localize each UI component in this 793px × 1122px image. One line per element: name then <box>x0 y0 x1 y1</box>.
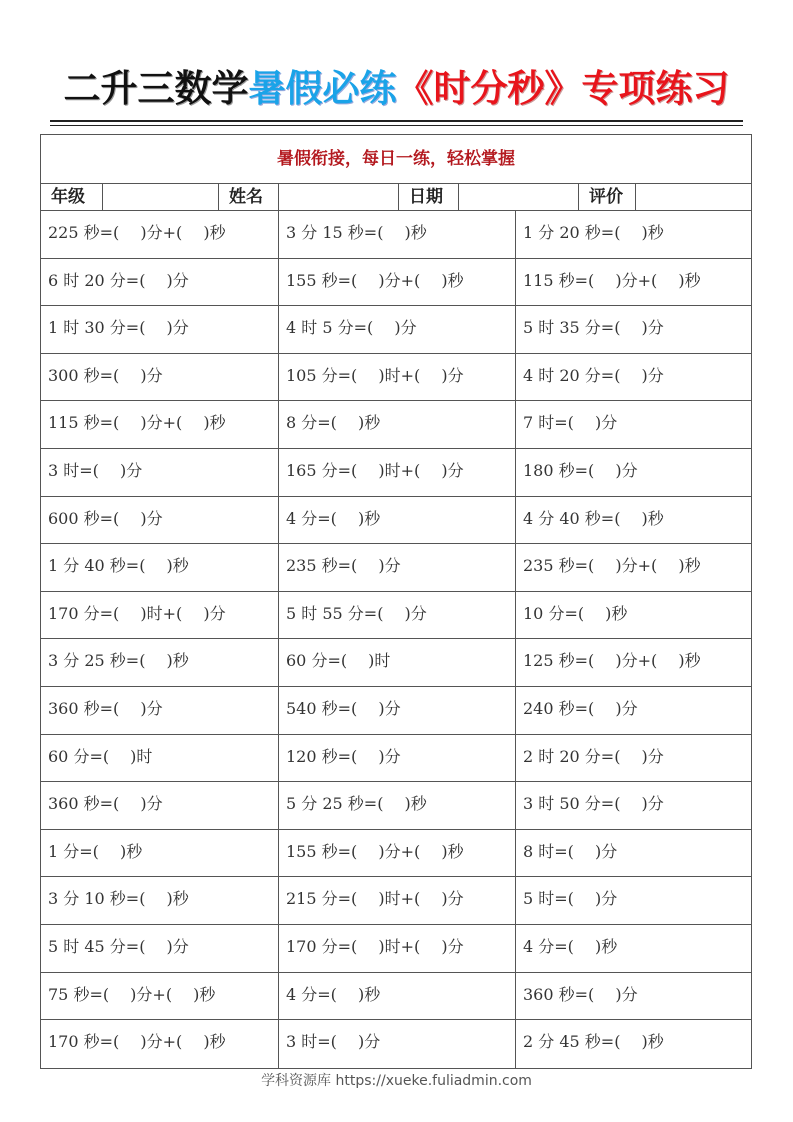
title-part-topic: 《时分秒》 <box>396 67 582 110</box>
rating-blank[interactable] <box>636 184 751 210</box>
problem-cell[interactable]: 3 分 10 秒=( )秒 <box>41 877 279 925</box>
problem-cell[interactable]: 5 时 35 分=( )分 <box>516 306 751 354</box>
problem-cell[interactable]: 3 分 15 秒=( )秒 <box>279 211 516 259</box>
date-label: 日期 <box>399 184 459 210</box>
problem-cell[interactable]: 170 秒=( )分+( )秒 <box>41 1020 279 1068</box>
problem-cell[interactable]: 6 时 20 分=( )分 <box>41 259 279 307</box>
problem-cell[interactable]: 3 时 50 分=( )分 <box>516 782 751 830</box>
problem-cell[interactable]: 8 时=( )分 <box>516 830 751 878</box>
title-part-grade: 二升三数学 <box>63 67 249 110</box>
problem-cell[interactable]: 240 秒=( )分 <box>516 687 751 735</box>
problem-cell[interactable]: 1 分=( )秒 <box>41 830 279 878</box>
worksheet-table <box>40 134 752 1069</box>
problem-cell[interactable]: 105 分=( )时+( )分 <box>279 354 516 402</box>
problem-cell[interactable]: 2 时 20 分=( )分 <box>516 735 751 783</box>
problem-cell[interactable]: 155 秒=( )分+( )秒 <box>279 830 516 878</box>
problem-cell[interactable]: 5 时 55 分=( )分 <box>279 592 516 640</box>
problem-cell[interactable]: 1 分 40 秒=( )秒 <box>41 544 279 592</box>
grade-blank[interactable] <box>103 184 219 210</box>
worksheet-banner: 暑假衔接，每日一练，轻松掌握 <box>41 135 751 184</box>
watermark-footer: 学科资源库 https://xueke.fuliadmin.com <box>261 1073 532 1089</box>
problem-cell[interactable]: 360 秒=( )分 <box>41 687 279 735</box>
rating-label: 评价 <box>579 184 636 210</box>
problem-grid <box>41 211 751 1068</box>
title-underline-thin <box>50 125 743 126</box>
title-underline-thick <box>50 120 743 122</box>
problem-cell[interactable]: 2 分 45 秒=( )秒 <box>523 1032 664 1052</box>
problem-cell[interactable]: 8 分=( )秒 <box>279 401 516 449</box>
problem-cell[interactable]: 4 分=( )秒 <box>279 973 516 1021</box>
problem-cell[interactable]: 180 秒=( )分 <box>516 449 751 497</box>
problem-cell[interactable]: 360 秒=( )分 <box>516 973 751 1021</box>
title-part-summer: 暑假必练 <box>248 67 397 110</box>
problem-cell[interactable]: 60 分=( )时 <box>41 735 279 783</box>
problem-cell[interactable]: 5 时=( )分 <box>516 877 751 925</box>
problem-cell[interactable]: 3 时=( )分 <box>41 449 279 497</box>
problem-cell[interactable]: 120 秒=( )分 <box>279 735 516 783</box>
date-blank[interactable] <box>459 184 579 210</box>
problem-cell[interactable]: 60 分=( )时 <box>279 639 516 687</box>
problem-cell[interactable]: 600 秒=( )分 <box>41 497 279 545</box>
problem-cell[interactable]: 235 秒=( )分+( )秒 <box>516 544 751 592</box>
problem-cell[interactable]: 540 秒=( )分 <box>279 687 516 735</box>
problem-cell[interactable]: 115 秒=( )分+( )秒 <box>41 401 279 449</box>
problem-cell[interactable]: 170 分=( )时+( )分 <box>279 925 516 973</box>
problem-cell[interactable]: 5 分 25 秒=( )秒 <box>279 782 516 830</box>
problem-cell[interactable]: 115 秒=( )分+( )秒 <box>516 259 751 307</box>
problem-cell[interactable]: 360 秒=( )分 <box>41 782 279 830</box>
problem-cell[interactable]: 4 分 40 秒=( )秒 <box>516 497 751 545</box>
problem-cell[interactable]: 215 分=( )时+( )分 <box>279 877 516 925</box>
problem-cell[interactable]: 1 分 20 秒=( )秒 <box>516 211 751 259</box>
problem-cell[interactable]: 300 秒=( )分 <box>41 354 279 402</box>
grade-label: 年级 <box>41 184 103 210</box>
name-blank[interactable] <box>279 184 399 210</box>
problem-cell[interactable]: 5 时 45 分=( )分 <box>41 925 279 973</box>
problem-cell[interactable]: 155 秒=( )分+( )秒 <box>279 259 516 307</box>
problem-cell[interactable]: 4 分=( )秒 <box>279 497 516 545</box>
name-label: 姓名 <box>219 184 279 210</box>
problem-cell[interactable]: 225 秒=( )分+( )秒 <box>41 211 279 259</box>
problem-cell[interactable]: 10 分=( )秒 <box>516 592 751 640</box>
problem-cell[interactable]: 4 分=( )秒 <box>516 925 751 973</box>
problem-cell[interactable]: 170 分=( )时+( )分 <box>41 592 279 640</box>
page-title <box>0 58 793 112</box>
problem-cell[interactable]: 1 时 30 分=( )分 <box>41 306 279 354</box>
problem-cell[interactable]: 165 分=( )时+( )分 <box>279 449 516 497</box>
problem-cell[interactable]: 7 时=( )分 <box>516 401 751 449</box>
title-part-practice: 专项练习 <box>581 67 730 110</box>
problem-cell[interactable]: 3 时=( )分 <box>279 1020 516 1068</box>
problem-cell[interactable]: 125 秒=( )分+( )秒 <box>516 639 751 687</box>
student-info-row <box>41 184 751 211</box>
problem-cell[interactable]: 75 秒=( )分+( )秒 <box>41 973 279 1021</box>
problem-cell[interactable]: 3 分 25 秒=( )秒 <box>41 639 279 687</box>
problem-cell[interactable]: 235 秒=( )分 <box>279 544 516 592</box>
problem-cell[interactable]: 4 时 20 分=( )分 <box>516 354 751 402</box>
problem-cell[interactable]: 4 时 5 分=( )分 <box>279 306 516 354</box>
